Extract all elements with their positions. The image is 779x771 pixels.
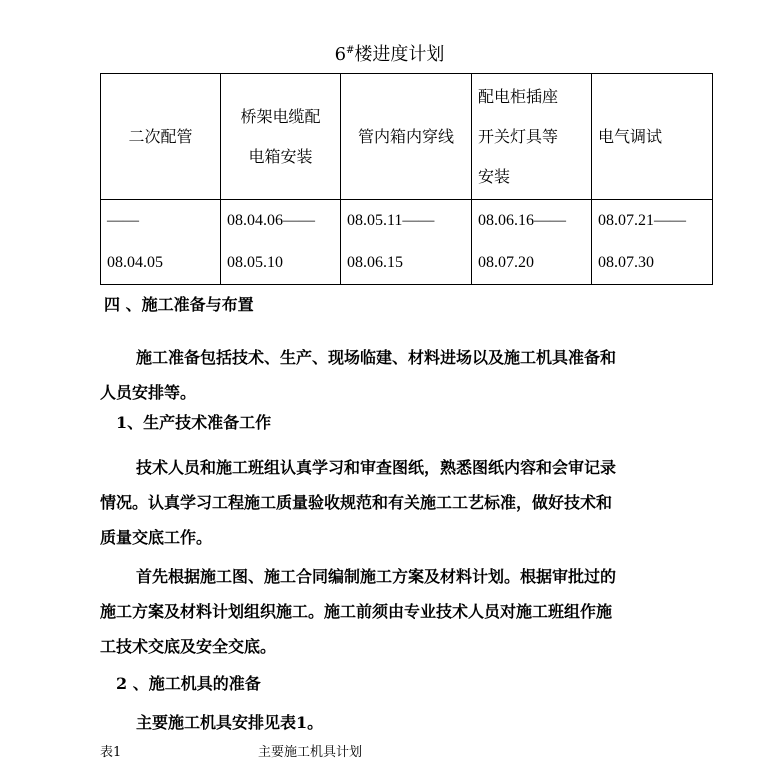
section-heading: 四 、施工准备与布置 bbox=[104, 295, 254, 314]
table-cell: 08.07.21—— 08.07.30 bbox=[592, 200, 713, 285]
table-cell: —— 08.04.05 bbox=[101, 200, 221, 285]
table-header-cell: 二次配管 bbox=[101, 74, 221, 200]
table-header-cell: 电气调试 bbox=[592, 74, 713, 200]
title-prefix: 6 bbox=[334, 44, 347, 65]
table-header-cell: 管内箱内穿线 bbox=[341, 74, 472, 200]
table-header-cell: 桥架电缆配 电箱安装 bbox=[221, 74, 341, 200]
paragraph: 技术人员和施工班组认真学习和审查图纸，熟悉图纸内容和会审记录 情况。认真学习工程施工质量验收规范和有关施工工艺标准，做好技术和 质量交底工作。 bbox=[100, 458, 617, 547]
title-superscript: # bbox=[346, 45, 355, 56]
table-caption-label: 表1 bbox=[100, 745, 122, 760]
table-cell: 08.04.06—— 08.05.10 bbox=[221, 200, 341, 285]
paragraph: 首先根据施工图、施工合同编制施工方案及材料计划。根据审批过的 施工方案及材料计划组织施工。施工前须由专业技术人员对施工班组作施 工技术交底及安全交底。 bbox=[100, 567, 617, 656]
paragraph: 主要施工机具安排见表1。 bbox=[136, 713, 324, 732]
table-caption-title: 主要施工机具计划 bbox=[258, 745, 363, 760]
schedule-table bbox=[100, 73, 713, 285]
paragraph: 施工准备包括技术、生产、现场临建、材料进场以及施工机具准备和 人员安排等。 bbox=[100, 348, 617, 402]
table-header-cell: 配电柜插座 开关灯具等 安装 bbox=[472, 74, 592, 200]
table-cell: 08.05.11—— 08.06.15 bbox=[341, 200, 472, 285]
page-title bbox=[0, 38, 779, 68]
table-cell: 08.06.16—— 08.07.20 bbox=[472, 200, 592, 285]
subsection-heading: 1、生产技术准备工作 bbox=[116, 413, 272, 432]
table-header-row bbox=[101, 74, 713, 200]
title-text: 楼进度计划 bbox=[354, 44, 445, 65]
subsection-heading: 2 、施工机具的准备 bbox=[116, 674, 261, 693]
table-row bbox=[101, 200, 713, 285]
